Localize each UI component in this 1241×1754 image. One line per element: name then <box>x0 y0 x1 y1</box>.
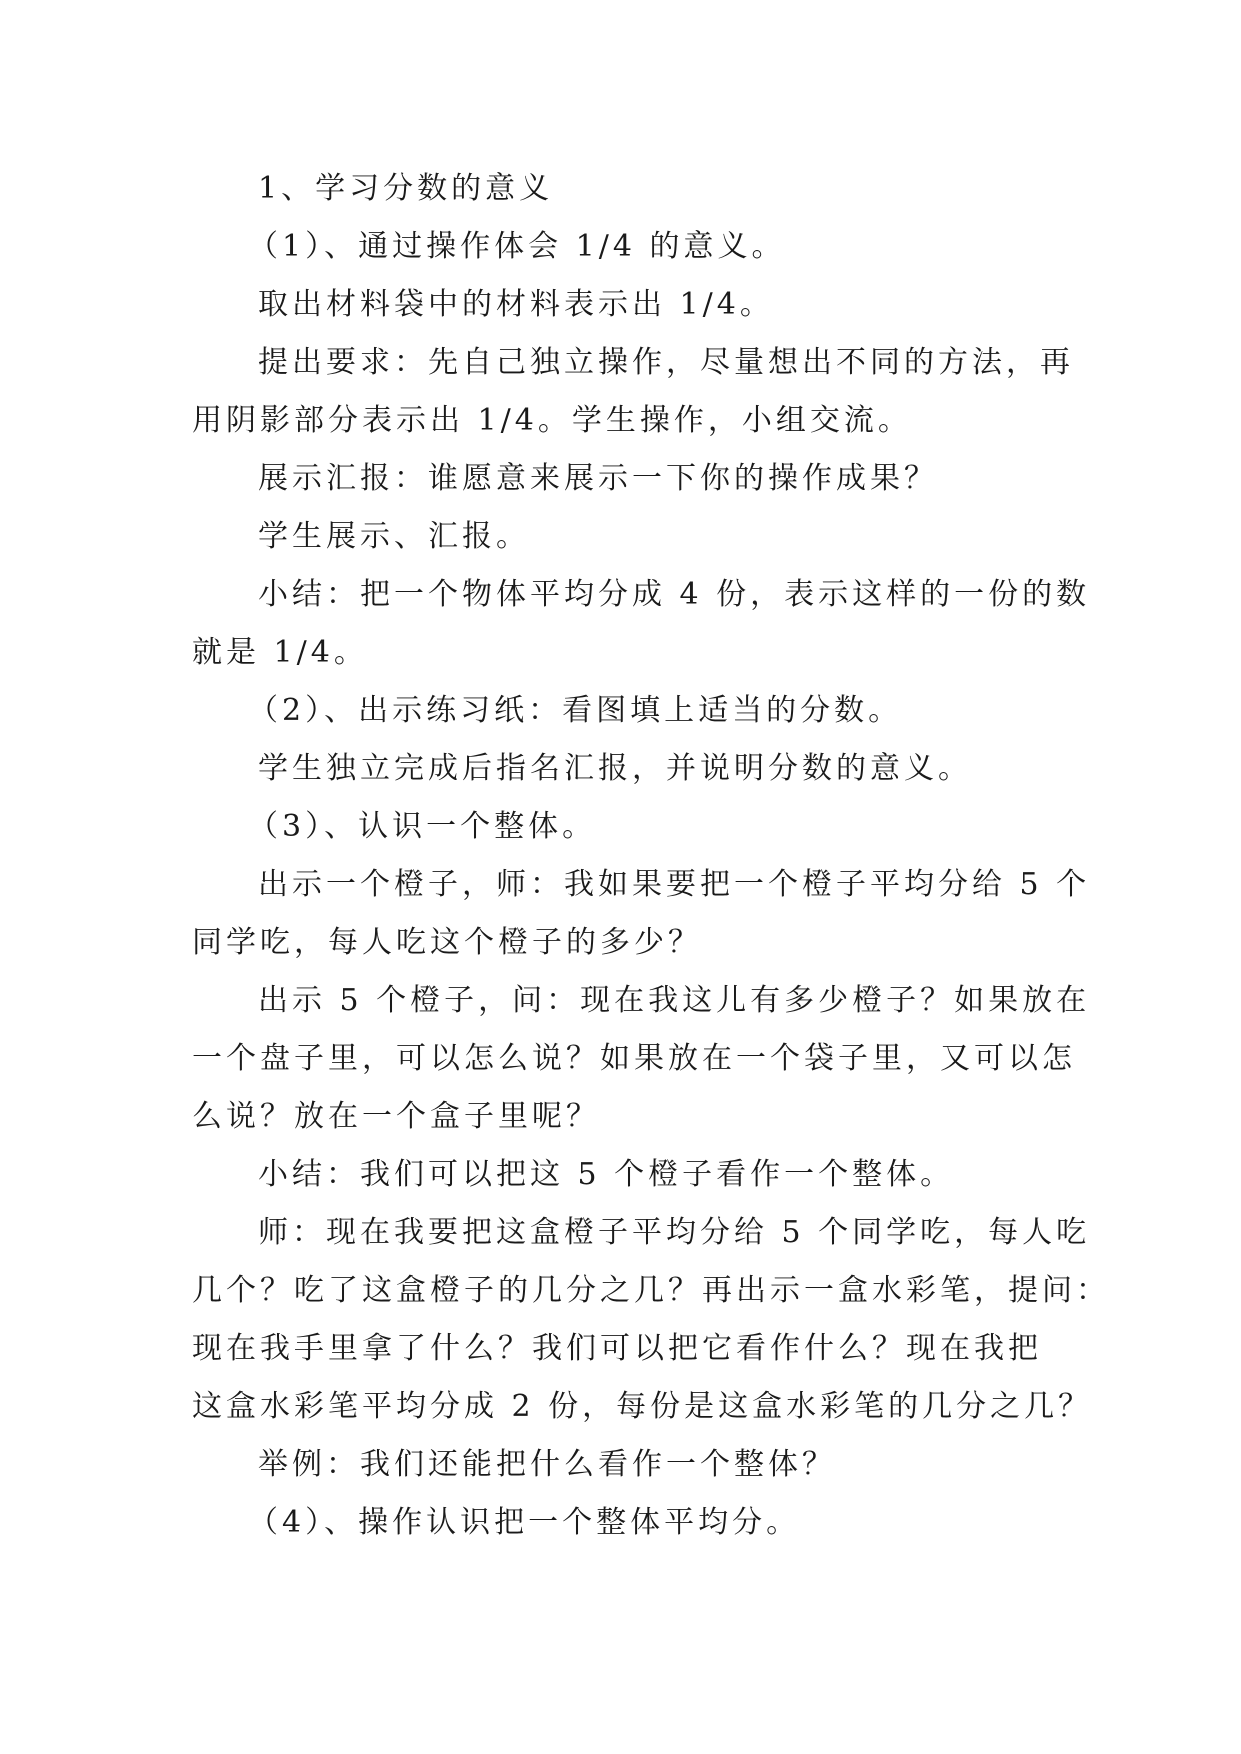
paragraph-line: 小结：把一个物体平均分成 4 份，表示这样的一份的数 <box>258 577 1091 612</box>
paragraph-line: （3）、认识一个整体。 <box>248 809 597 844</box>
paragraph-line: 么说？放在一个盒子里呢？ <box>192 1099 600 1134</box>
paragraph-line: 几个？吃了这盒橙子的几分之几？再出示一盒水彩笔，提问： <box>192 1273 1110 1308</box>
paragraph-line: （4）、操作认识把一个整体平均分。 <box>248 1505 801 1540</box>
paragraph-line: 学生独立完成后指名汇报，并说明分数的意义。 <box>258 751 972 786</box>
paragraph-line: 就是 1/4。 <box>192 635 368 670</box>
paragraph-line: 展示汇报：谁愿意来展示一下你的操作成果？ <box>258 461 938 496</box>
paragraph-line: 举例：我们还能把什么看作一个整体？ <box>258 1447 836 1482</box>
paragraph-line: 现在我手里拿了什么？我们可以把它看作什么？现在我把 <box>192 1331 1042 1366</box>
paragraph-line: 学生展示、汇报。 <box>258 519 530 554</box>
paragraph-line: （2）、出示练习纸：看图填上适当的分数。 <box>248 693 903 728</box>
paragraph-line: 出示 5 个橙子，问：现在我这儿有多少橙子？如果放在 <box>258 983 1091 1018</box>
paragraph-line: 提出要求：先自己独立操作，尽量想出不同的方法，再 <box>258 345 1074 380</box>
paragraph-line: 师：现在我要把这盒橙子平均分给 5 个同学吃，每人吃 <box>258 1215 1091 1250</box>
paragraph-line: 一个盘子里，可以怎么说？如果放在一个袋子里，又可以怎 <box>192 1041 1076 1076</box>
paragraph-line: 1、学习分数的意义 <box>258 171 554 206</box>
paragraph-line: 取出材料袋中的材料表示出 1/4。 <box>258 287 774 322</box>
paragraph-line: 这盒水彩笔平均分成 2 份，每份是这盒水彩笔的几分之几？ <box>192 1389 1093 1424</box>
paragraph-line: （1）、通过操作体会 1/4 的意义。 <box>248 229 786 264</box>
paragraph-line: 用阴影部分表示出 1/4。学生操作，小组交流。 <box>192 403 912 438</box>
paragraph-line: 同学吃，每人吃这个橙子的多少？ <box>192 925 702 960</box>
paragraph-line: 小结：我们可以把这 5 个橙子看作一个整体。 <box>258 1157 955 1192</box>
paragraph-line: 出示一个橙子，师：我如果要把一个橙子平均分给 5 个 <box>258 867 1091 902</box>
document-page <box>192 160 1110 1552</box>
